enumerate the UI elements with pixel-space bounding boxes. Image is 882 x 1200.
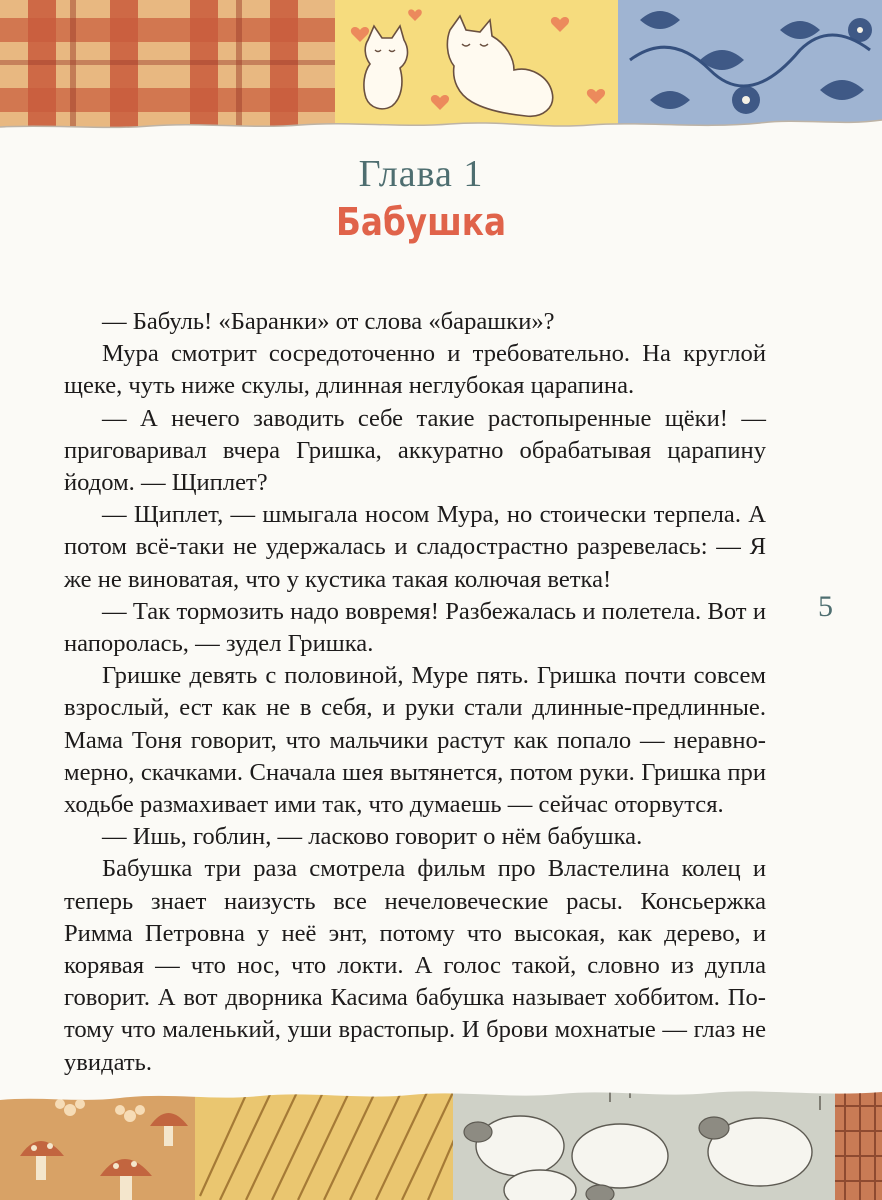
paragraph: Бабушка три раза смотрела фильм про Властелина колец и теперь знает наизусть все нечеловеческие расы. Консьержка Римма Петровна у неё энт, потому что высокая, как дерево, и корявая — что нос, что локти. А голос такой, словно из дупла говорит. А вот дворника Касима бабушка называет хоббитом. Потому что маленький, уши врастопыр. И брови мохнатые — глаз не увидать. (64, 855, 766, 1076)
paragraph: — Щиплет, — шмыгала носом Мура, но стоически терпела. А потом всё-таки не удержалась и сладострастно разревелась: — Я же не виноватая, что у кустика такая колючая ветка! (64, 501, 766, 593)
bottom-patchwork-border (0, 1086, 882, 1200)
sheep-patch (453, 1086, 835, 1200)
plaid-fabric-patch (0, 0, 335, 140)
chapter-number: Глава 1 (358, 153, 484, 195)
page-number: 5 (818, 590, 833, 623)
paragraph: — Так тормозить надо вовремя! Разбежалась и полетела. Вот и напоролась, — зудел Гришка. (64, 597, 766, 658)
paragraph: Мура смотрит сосредоточенно и требовательно. На круглой щеке, чуть ниже скулы, длинная неглубокая царапина. (64, 340, 766, 400)
paragraph: — Ишь, гоблин, — ласково говорит о нём бабушка. (102, 823, 643, 851)
paragraph: Гришке девять с половиной, Муре пять. Гришка почти совсем взрослый, ест как не в себя, и руки стали длинные-предлинные. Мама Тоня говорит, что мальчики растут как попало — неравномерно, скачками. Сначала шея вытянется, потом руки. Гришка при ходьбе размахивает ими так, что думаешь — сейчас оторвутся. (64, 662, 766, 819)
cats-and-hearts-patch (335, 0, 618, 140)
paragraph: — А нечего заводить себе такие растопыренные щёки! — приговаривал вчера Гришка, аккуратно обрабатывая царапину йодом. — Щиплет? (64, 404, 766, 497)
top-patchwork-border (0, 0, 882, 140)
chapter-text (64, 306, 766, 1079)
paragraph: — Бабуль! «Баранки» от слова «барашки»? (102, 308, 555, 335)
straw-stripes-patch (195, 1086, 460, 1200)
chapter-title: Бабушка (335, 200, 507, 244)
blue-floral-patch (618, 0, 882, 140)
mushrooms-and-flowers-patch (0, 1086, 195, 1200)
plaid-fabric-patch (835, 1086, 882, 1200)
